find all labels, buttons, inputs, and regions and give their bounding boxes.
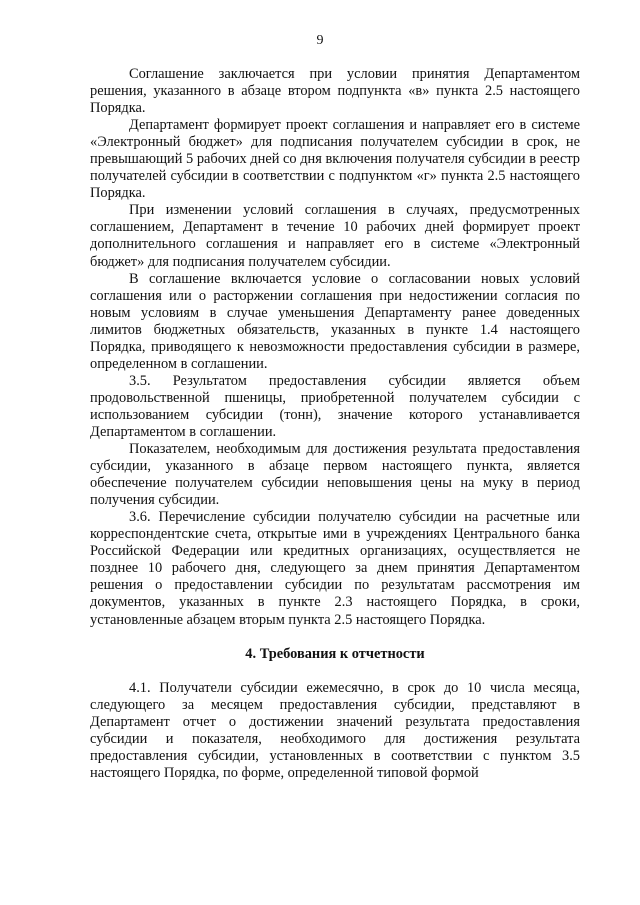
paragraph-agreement-changes: При изменении условий соглашения в случаях, предусмотренных соглашением, Департамент в течение 10 рабочих дней формирует проект дополнительного соглашения и направляет его в системе «Электронный бюджет» для подписания получателем субсидии. xyxy=(90,202,580,270)
section-heading-reporting: 4. Требования к отчетности xyxy=(245,645,425,662)
paragraph-agreement-condition: Соглашение заключается при условии принятия Департаментом решения, указанного в абзаце втором подпункта «в» пункта 2.5 настоящего Порядка. xyxy=(90,66,580,117)
page-number: 9 xyxy=(316,33,324,48)
document-body xyxy=(90,66,580,782)
paragraph-agreement-new-terms: В соглашение включается условие о согласовании новых условий соглашения или о расторжении соглашения при недостижении согласия по новым условиям в случае уменьшения Департаменту ранее доведенных лимитов бюджетных обязательств, указанных в пункте 1.4 настоящего Порядка, приводящего к невозможности предоставления субсидии в размере, определенном в соглашении. xyxy=(90,270,580,372)
paragraph-item-4-1: 4.1. Получатели субсидии ежемесячно, в срок до 10 числа месяца, следующего за месяцем предоставления субсидии, представляют в Департамент отчет о достижении значений результата предоставления субсидии и показателя, необходимого для достижения результата предоставления субсидии, установленных в соответствии с пунктом 3.5 настоящего Порядка, по форме, определенной типовой формой xyxy=(90,679,580,781)
paragraph-item-3-5: 3.5. Результатом предоставления субсидии является объем продовольственной пшеницы, приобретенной получателем субсидии с использованием субсидии (тонн), значение которого устанавливается Департаментом в соглашении. xyxy=(90,372,580,440)
paragraph-item-3-6: 3.6. Перечисление субсидии получателю субсидии на расчетные или корреспондентские счета, открытые ими в учреждениях Центрального банка Российской Федерации или кредитных организациях, осуществляется не позднее 10 рабочего дня, следующего за днем принятия Департаментом решения о предоставлении субсидии по результатам рассмотрения им документов, указанных в пункте 2.3 настоящего Порядка, в сроки, установленные абзацем вторым пункта 2.5 настоящего Порядка. xyxy=(90,509,580,628)
paragraph-indicator: Показателем, необходимым для достижения результата предоставления субсидии, указанного в абзаце первом настоящего пункта, является обеспечение получателем субсидии неповышения цены на муку в период получения субсидии. xyxy=(90,441,580,509)
paragraph-agreement-draft: Департамент формирует проект соглашения и направляет его в системе «Электронный бюджет» для подписания получателем субсидии в срок, не превышающий 5 рабочих дней со дня включения получателя субсидии в реестр получателей субсидии в соответствии с подпунктом «г» пункта 2.5 настоящего Порядка. xyxy=(90,117,580,202)
